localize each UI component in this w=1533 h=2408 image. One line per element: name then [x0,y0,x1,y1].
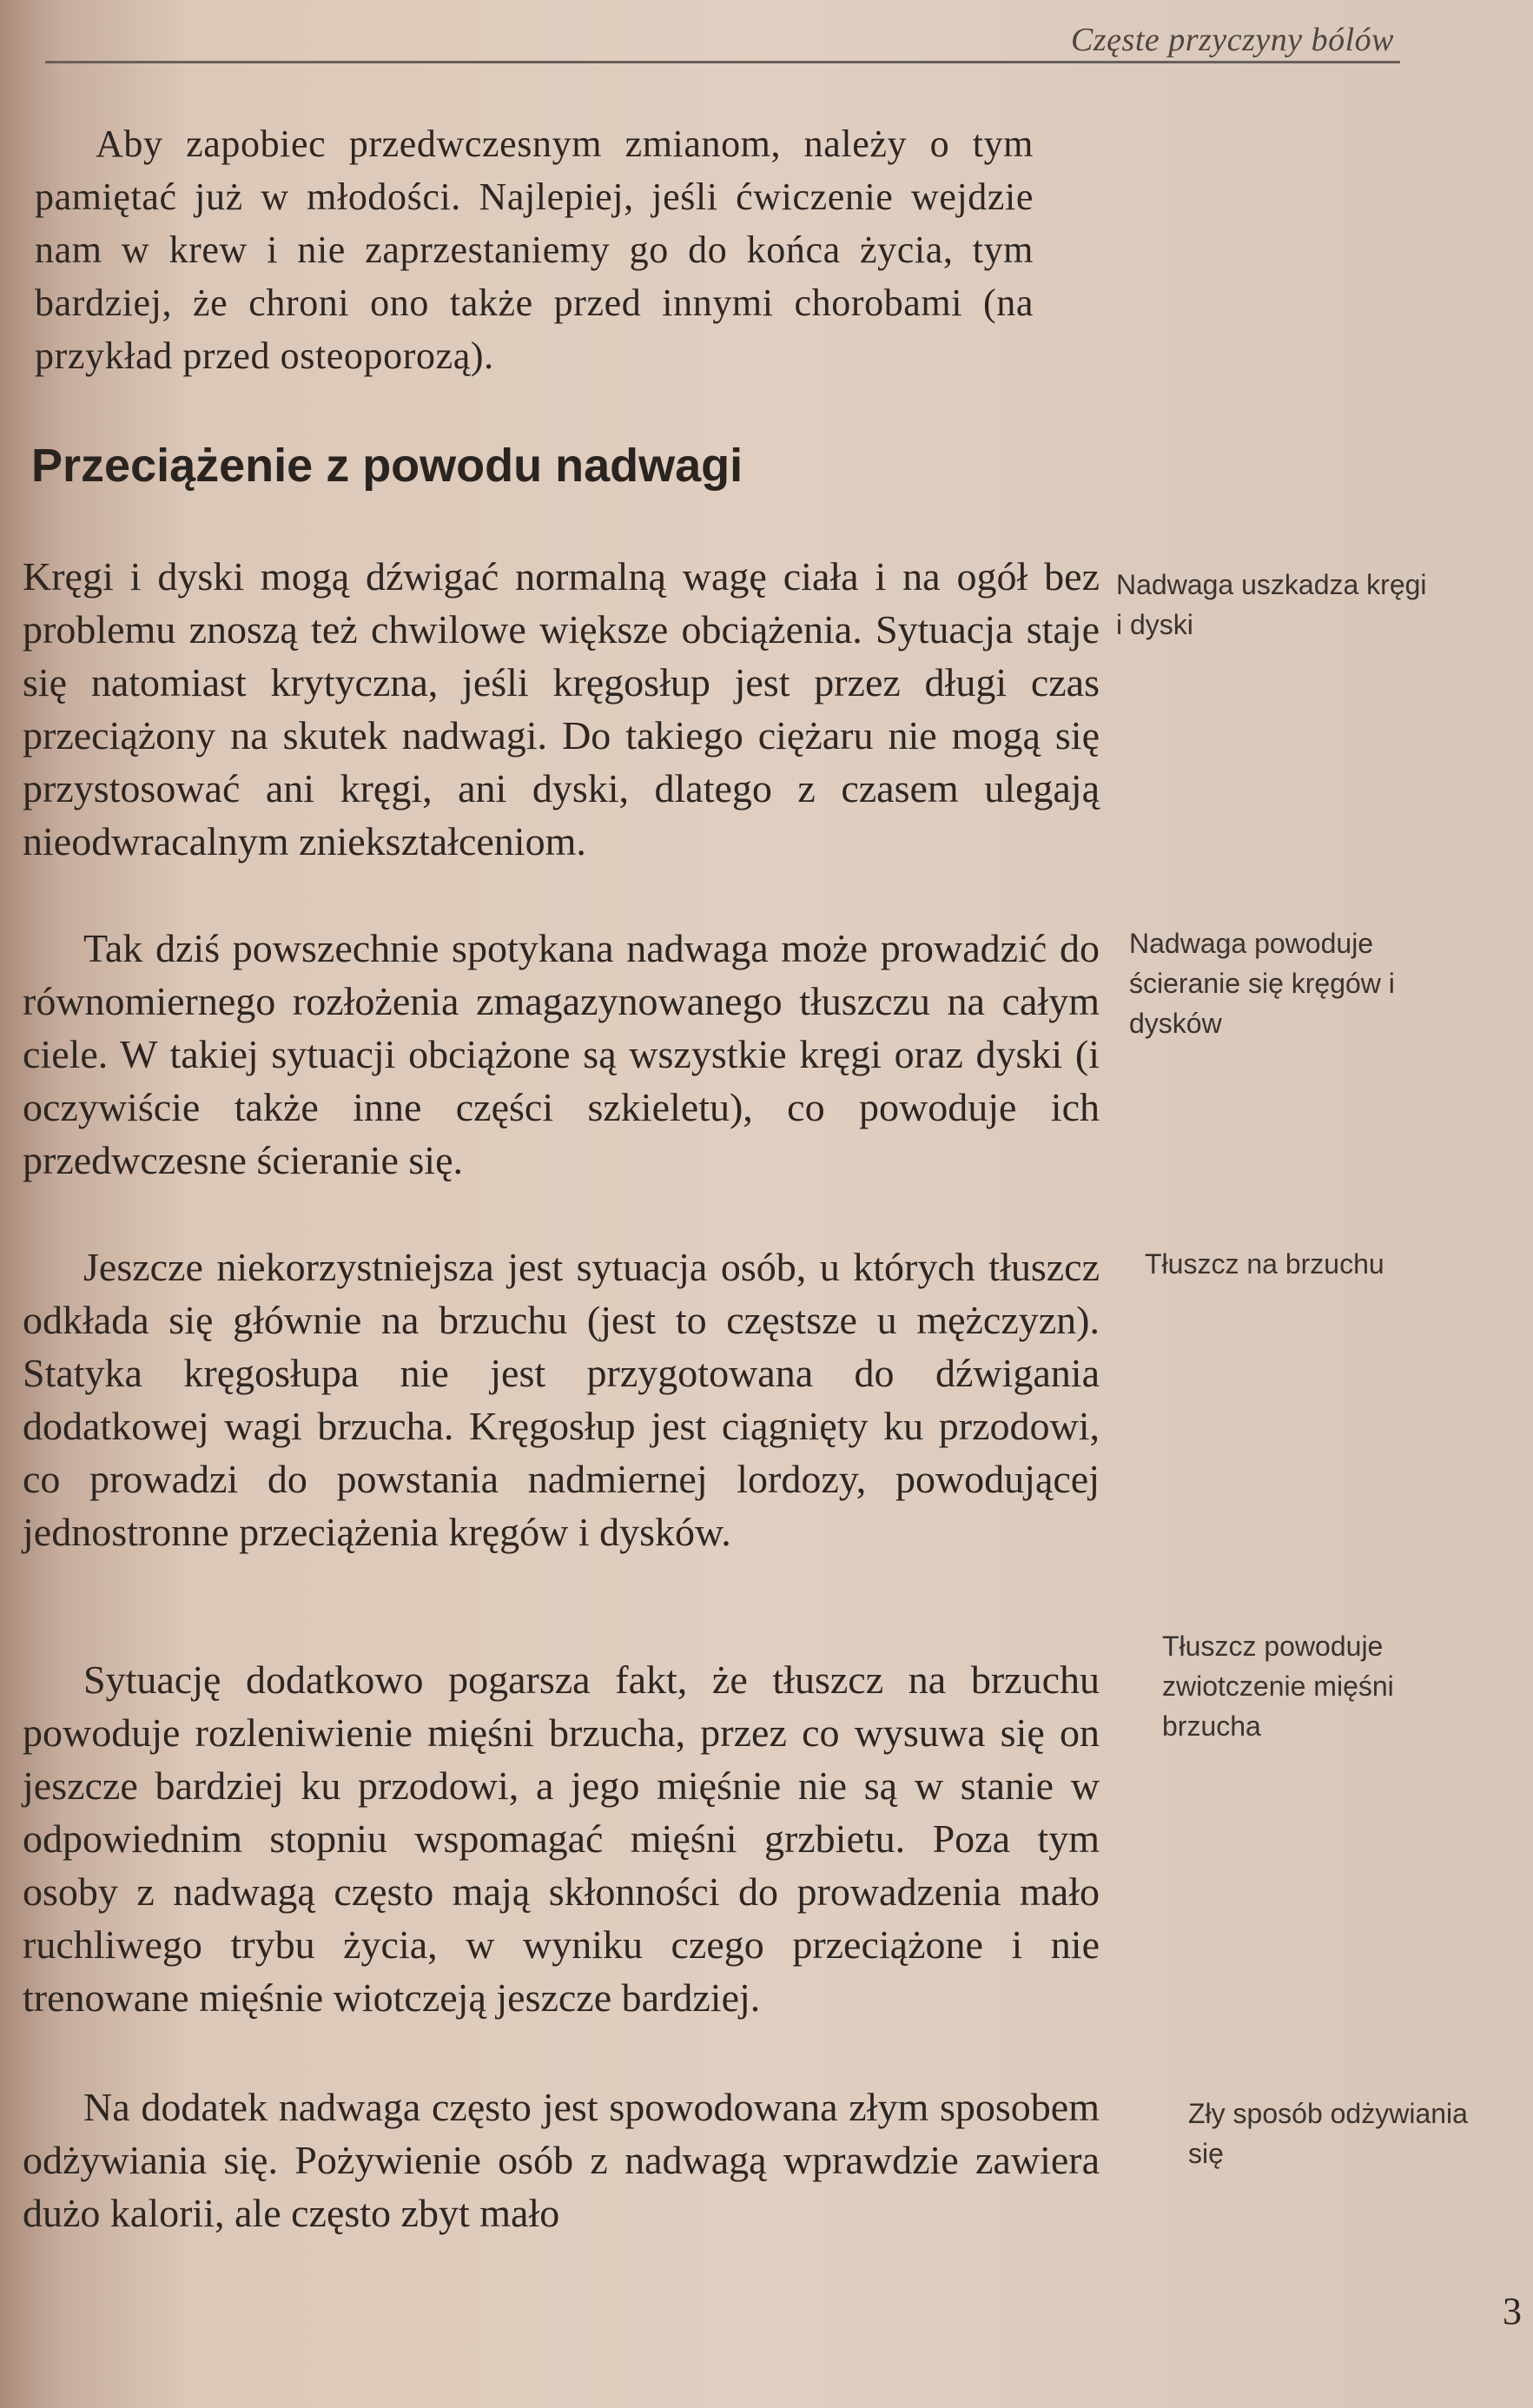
paragraph-3: Jeszcze niekorzystniejsza jest sytuacja osób, u których tłuszcz odkłada się głównie na brzuchu (jest to częstsze u mężczyzn). Statyka kręgosłupa nie jest przygotowana do dźwigania dodatkowej wagi brzucha. Kręgosłup jest ciągnięty ku przodowi, co prowadzi do powstania nadmiernej lordozy, powodującej jednostronne przeciążenia kręgów i dysków. [23,1245,1100,1554]
page-number: 3 [1503,2290,1522,2332]
paragraph-5: Na dodatek nadwaga często jest spowodowana złym sposobem odżywiania się. Pożywienie osób z nadwagą wprawdzie zawiera dużo kalorii, ale często zbyt mało [23,2085,1100,2235]
margin-note-4: Tłuszcz powoduje zwiotczenie mięśni brzucha [1162,1631,1394,1742]
margin-note-3: Tłuszcz na brzuchu [1145,1248,1384,1280]
running-head: Częste przyczyny bólów [1071,22,1394,58]
margin-note-2: Nadwaga powoduje ścieranie się kręgów i dysków [1129,928,1395,1039]
header-rule [45,61,1400,63]
margin-note-1: Nadwaga uszkadza kręgi i dyski [1116,569,1427,640]
paragraph-1: Kręgi i dyski mogą dźwigać normalną wagę ciała i na ogół bez problemu znoszą też chwilowe większe obciążenia. Sytuacja staje się natomiast krytyczna, jeśli kręgosłup jest przez długi czas przeciążony na skutek nadwagi. Do takiego ciężaru nie mogą się przystosować ani kręgi, ani dyski, dlatego z czasem ulegają nieodwracalnym zniekształceniom. [23,554,1100,863]
margin-note-5: Zły sposób odżywiania się [1188,2098,1468,2169]
paragraph-4: Sytuację dodatkowo pogarsza fakt, że tłuszcz na brzuchu powoduje rozleniwienie mięśni brzucha, przez co wysuwa się on jeszcze bardziej ku przodowi, a jego mięśnie nie są w stanie w odpowiednim stopniu wspomagać mięśni grzbietu. Poza tym osoby z nadwagą często mają skłonności do prowadzenia mało ruchliwego trybu życia, w wyniku czego przeciążone i nie trenowane mięśnie wiotczeją jeszcze bardziej. [23,1657,1100,2020]
intro-paragraph: Aby zapobiec przedwczesnym zmianom, należy o tym pamiętać już w młodości. Najlepiej, jeśli ćwiczenie wejdzie nam w krew i nie zaprzestaniemy go do końca życia, tym bardziej, że chroni ono także przed innymi chorobami (na przykład przed osteoporozą). [35,122,1034,377]
paragraph-2: Tak dziś powszechnie spotykana nadwaga może prowadzić do równomiernego rozłożenia zmagazynowanego tłuszczu na całym ciele. W takiej sytuacji obciążone są wszystkie kręgi oraz dyski (i oczywiście także inne części szkieletu), co powoduje ich przedwczesne ścieranie się. [23,926,1100,1182]
section-heading: Przeciążenie z powodu nadwagi [31,440,743,492]
